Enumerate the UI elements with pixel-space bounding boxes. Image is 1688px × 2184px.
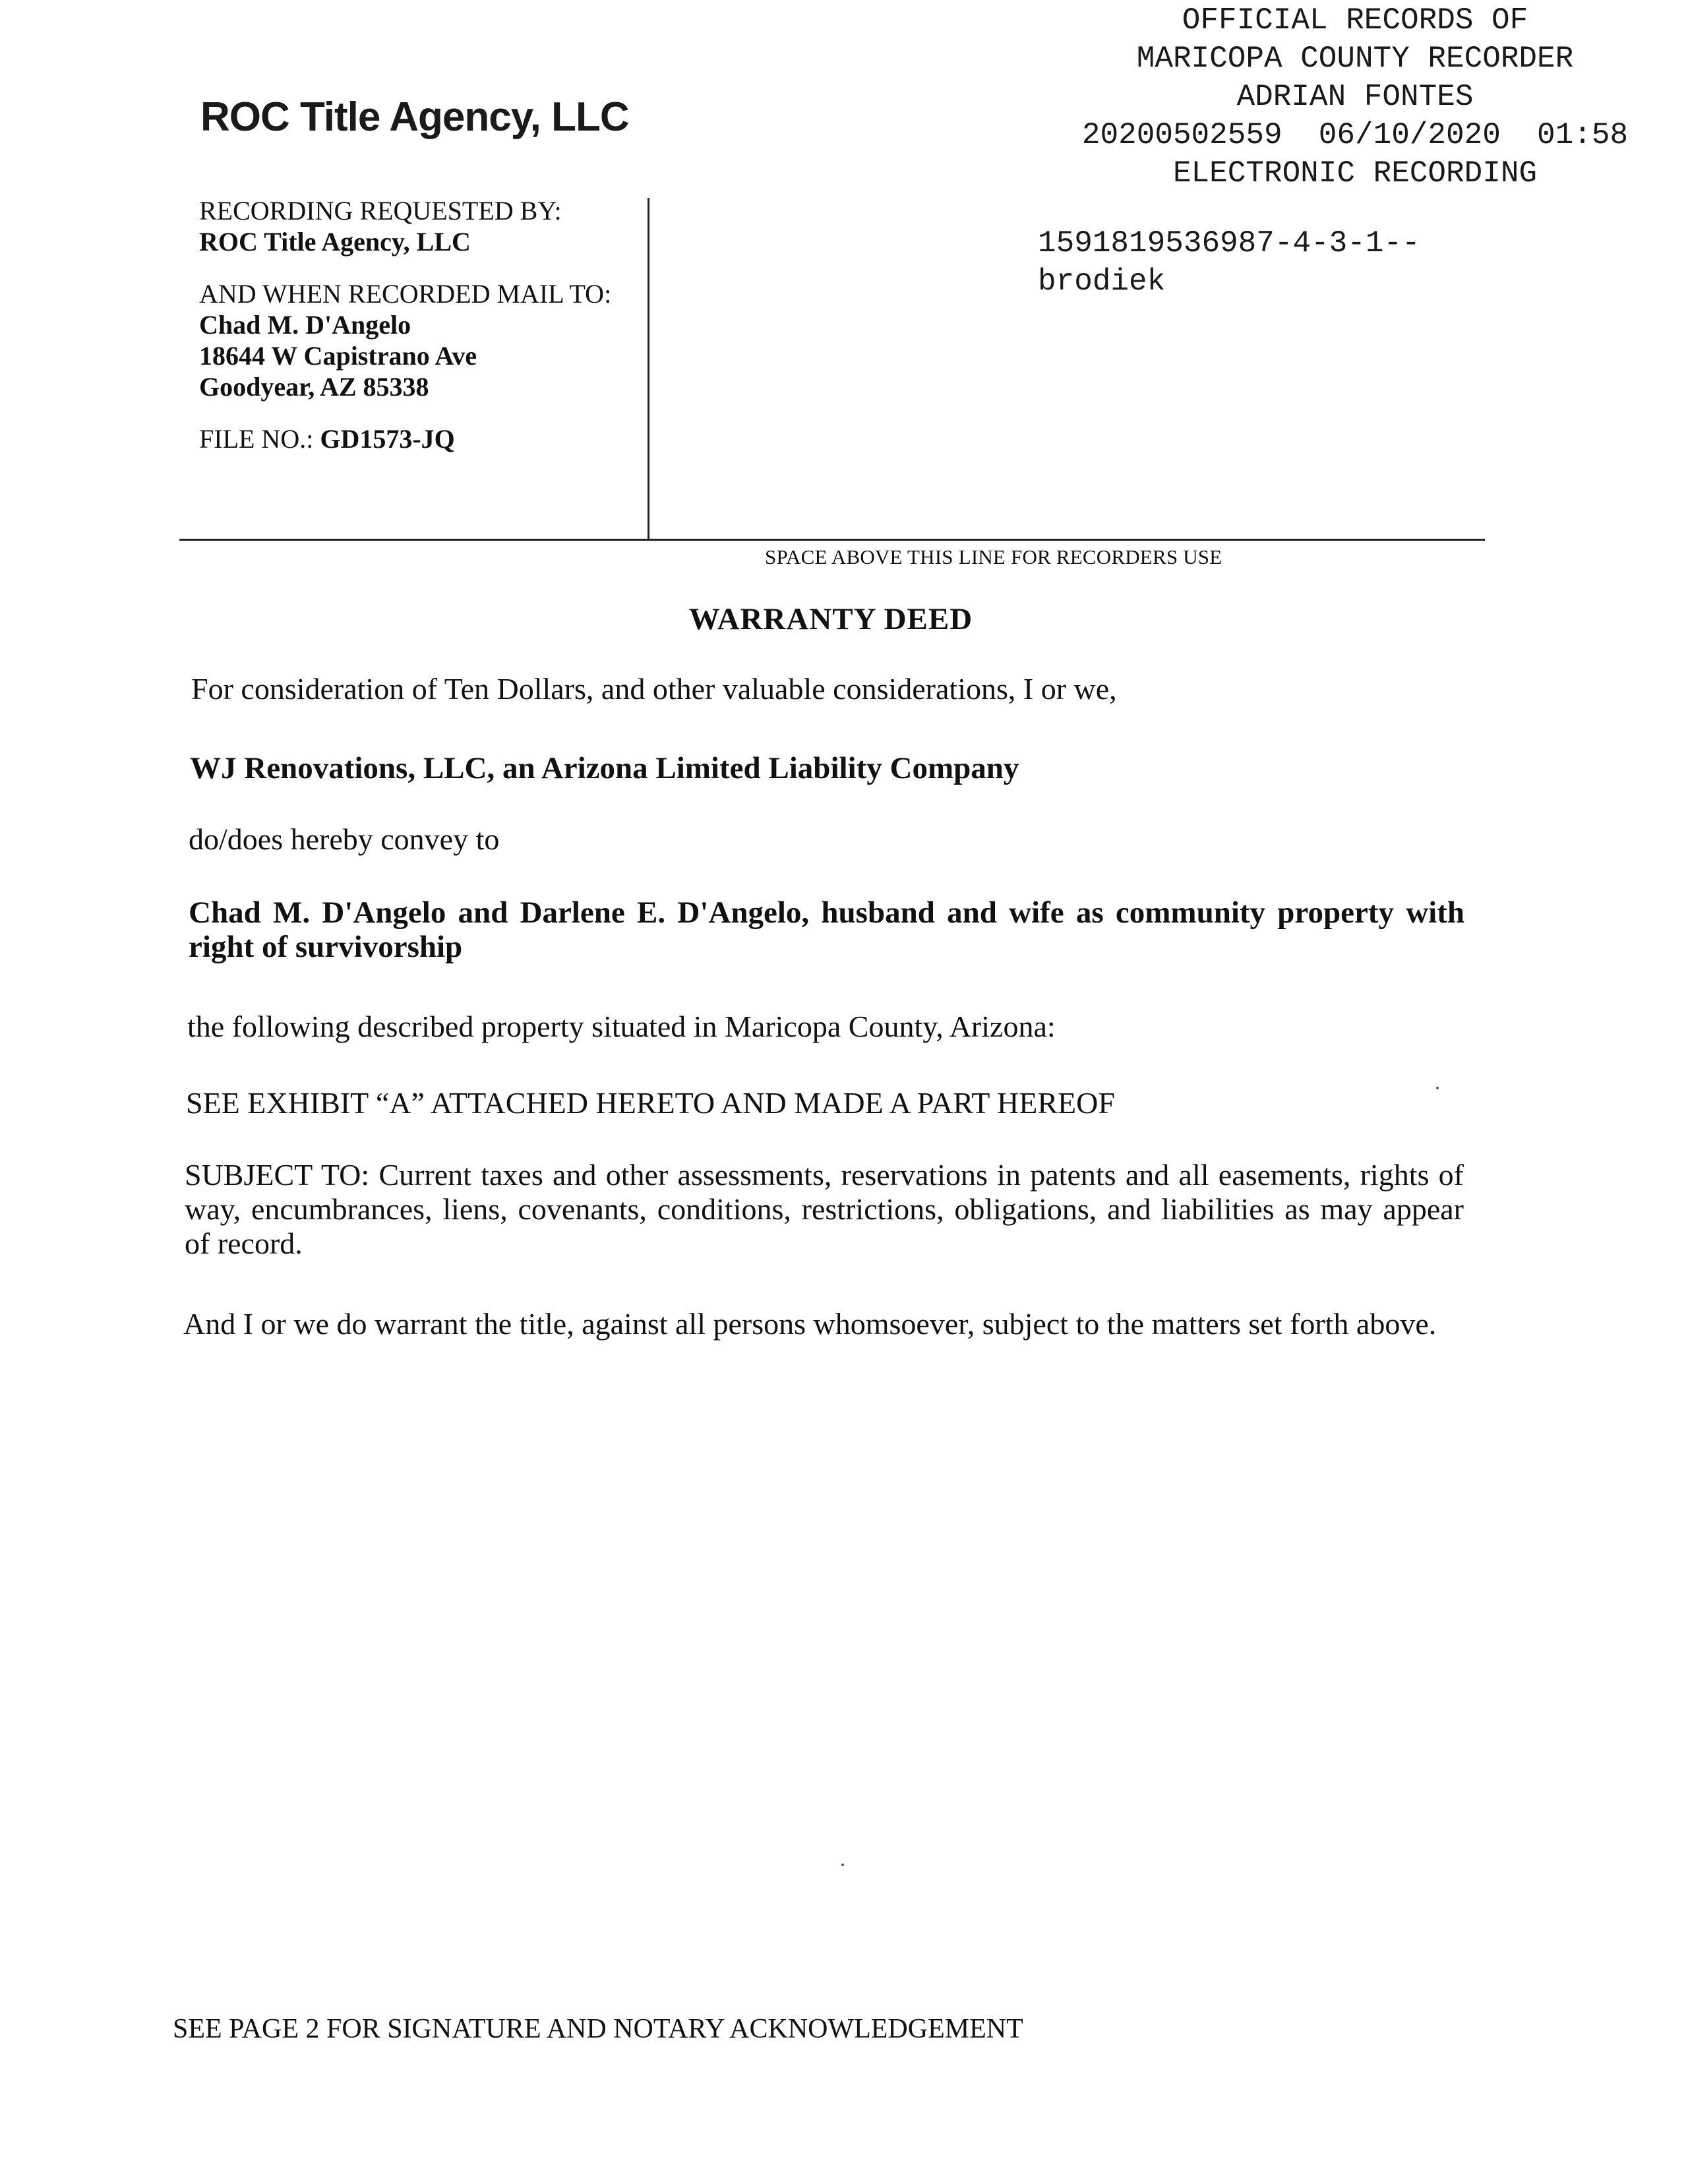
recording-request-block	[199, 195, 634, 454]
consideration-clause: For consideration of Ten Dollars, and other valuable considerations, I or we,	[191, 672, 1117, 706]
recording-reference	[1038, 224, 1420, 301]
recorders-use-note: SPACE ABOVE THIS LINE FOR RECORDERS USE	[765, 545, 1222, 568]
recorders-use-line	[179, 539, 1485, 541]
agency-logo: ROC Title Agency, LLC	[200, 94, 629, 140]
scan-speck	[1436, 1087, 1439, 1089]
recorder-stamp	[1029, 1, 1681, 193]
grantee-name: Chad M. D'Angelo and Darlene E. D'Angelo, husband and wife as community property with right of survivorship	[189, 895, 1464, 964]
stamp-line-county: MARICOPA COUNTY RECORDER	[1136, 42, 1574, 76]
scan-speck	[841, 1864, 844, 1866]
mail-to-city: Goodyear, AZ 85338	[199, 372, 429, 402]
stamp-line-electronic: ELECTRONIC RECORDING	[1172, 156, 1538, 191]
requested-by-value: ROC Title Agency, LLC	[199, 227, 471, 257]
ref-line-user: brodiek	[1038, 264, 1166, 299]
mail-to-street: 18644 W Capistrano Ave	[199, 341, 477, 371]
grantor-name: WJ Renovations, LLC, an Arizona Limited Liability Company	[190, 751, 1019, 785]
ref-line-number: 1591819536987-4-3-1--	[1038, 226, 1420, 260]
file-number	[199, 423, 634, 454]
subject-to-clause: SUBJECT TO: Current taxes and other assessments, reservations in patents and all easements, rights of way, encumbrances, liens, covenants, conditions, restrictions, obligations, and liabilities as may appear of record.	[185, 1158, 1464, 1260]
mail-to-name: Chad M. D'Angelo	[199, 310, 411, 340]
requested-by-label: RECORDING REQUESTED BY:	[199, 196, 562, 226]
mail-to-label: AND WHEN RECORDED MAIL TO:	[199, 279, 612, 309]
stamp-line-recorder-name: ADRIAN FONTES	[1236, 80, 1474, 114]
convey-clause: do/does hereby convey to	[189, 822, 500, 856]
recording-block-divider	[648, 198, 649, 539]
file-no-label: FILE NO.:	[199, 424, 314, 454]
file-no-value: GD1573-JQ	[320, 424, 455, 454]
warranty-clause: And I or we do warrant the title, against all persons whomsoever, subject to the matters set forth above.	[183, 1307, 1437, 1341]
property-situated-clause: the following described property situated in Maricopa County, Arizona:	[187, 1010, 1056, 1043]
stamp-line-record-number: 20200502559 06/10/2020 01:58	[1081, 118, 1629, 152]
signature-page-note: SEE PAGE 2 FOR SIGNATURE AND NOTARY ACKNOWLEDGEMENT	[173, 2014, 1023, 2044]
stamp-line-official: OFFICIAL RECORDS OF	[1182, 3, 1528, 38]
document-title: WARRANTY DEED	[688, 602, 973, 636]
exhibit-reference: SEE EXHIBIT “A” ATTACHED HERETO AND MADE A PART HEREOF	[186, 1086, 1115, 1120]
